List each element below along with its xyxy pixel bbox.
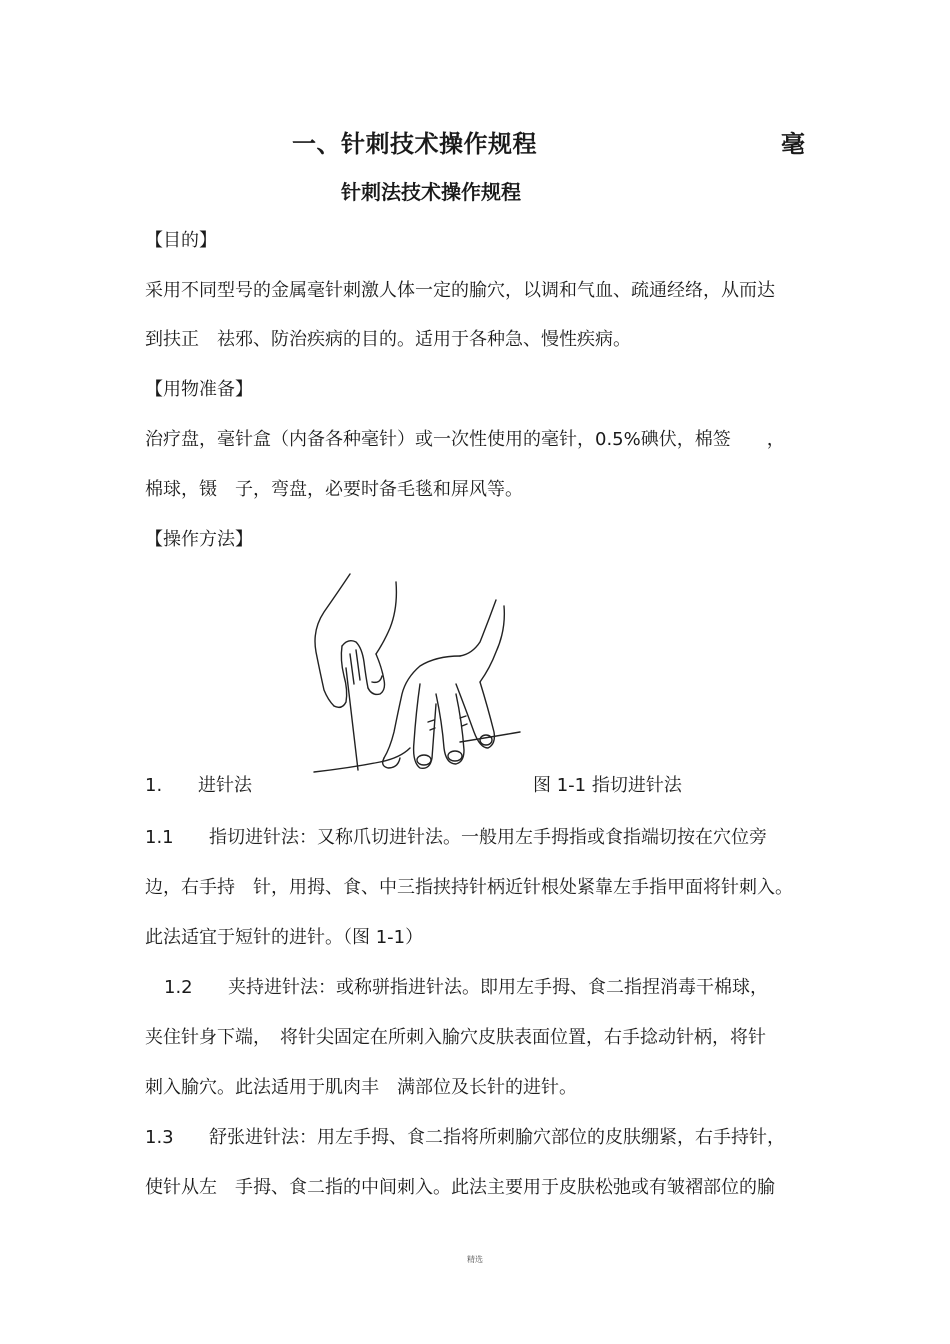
step-1-2-line-1: 夹持进针法：或称骈指进针法。即用左手拇、食二指捏消毒干棉球，	[228, 977, 768, 998]
step-1-1-number: 1.1	[145, 827, 174, 848]
document-title: 一、针刺技术操作规程	[292, 130, 537, 158]
step-1-1-line-2: 边，右手持 针，用拇、食、中三指挟持针柄近针根处紧靠左手指甲面将针刺入。	[145, 877, 793, 898]
step-1-2-line-3: 刺入腧穴。此法适用于肌肉丰 满部位及长针的进针。	[145, 1077, 577, 1098]
step-1-3-line-2: 使针从左 手拇、食二指的中间刺入。此法主要用于皮肤松弛或有皱褶部位的腧	[145, 1177, 775, 1198]
figure-caption: 图 1-1 指切进针法	[533, 775, 682, 796]
step-1-1-line-3: 此法适宜于短针的进针。（图 1-1）	[145, 927, 424, 948]
step-1-2-line-2: 夹住针身下端， 将针尖固定在所刺入腧穴皮肤表面位置，右手捻动针柄，将针	[145, 1027, 766, 1048]
step-1-number: 1.	[145, 775, 163, 796]
step-1-3-number: 1.3	[145, 1127, 174, 1148]
purpose-heading: 【目的】	[145, 230, 217, 251]
document-title-tail: 毫	[781, 130, 805, 158]
method-heading: 【操作方法】	[145, 529, 253, 550]
step-1-3-line-1: 舒张进针法：用左手拇、食二指将所刺腧穴部位的皮肤绷紧，右手持针，	[209, 1127, 785, 1148]
materials-text-line-2: 棉球，镊 子，弯盘，必要时备毛毯和屏风等。	[145, 479, 523, 500]
document-subtitle: 针刺法技术操作规程	[341, 180, 521, 204]
step-1-1-line-1: 指切进针法：又称爪切进针法。一般用左手拇指或食指端切按在穴位旁	[209, 827, 767, 848]
step-1-2-number: 1.2	[164, 977, 193, 998]
purpose-text-line-2: 到扶正 祛邪、防治疾病的目的。适用于各种急、慢性疾病。	[145, 329, 631, 350]
needle-insertion-illustration	[310, 572, 532, 787]
materials-heading: 【用物准备】	[145, 379, 253, 400]
page-footer: 精选	[467, 1255, 483, 1264]
step-1-label: 进针法	[198, 775, 252, 796]
materials-text-line-1: 治疗盘，毫针盒（内备各种毫针）或一次性使用的毫针，0.5%碘伏，棉签 ，	[145, 429, 785, 450]
purpose-text-line-1: 采用不同型号的金属毫针刺激人体一定的腧穴，以调和气血、疏通经络，从而达	[145, 280, 775, 301]
